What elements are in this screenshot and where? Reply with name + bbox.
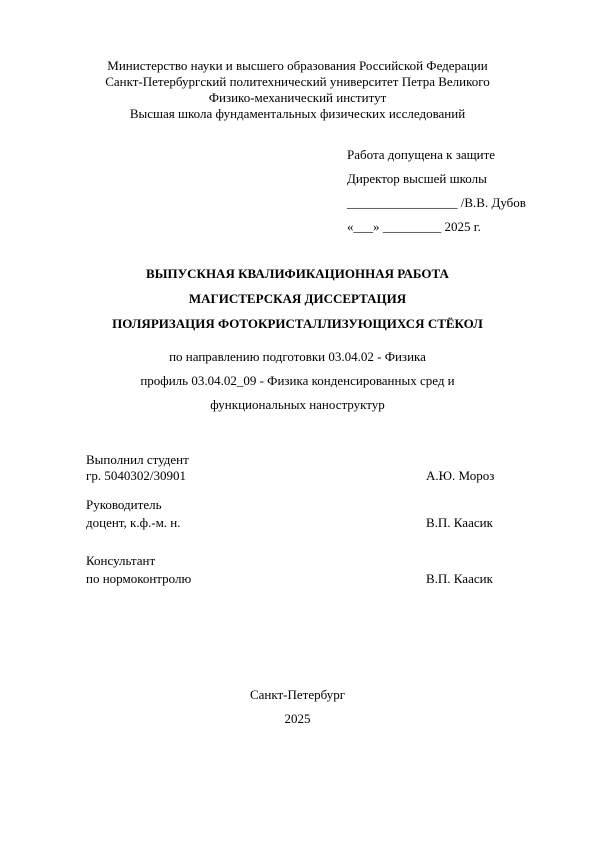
work-type-title: ВЫПУСКНАЯ КВАЛИФИКАЦИОННАЯ РАБОТА <box>146 266 449 281</box>
footer-year: 2025 <box>284 711 311 726</box>
profile-line: профиль 03.04.02_09 - Физика конденсированных сред и <box>140 373 455 388</box>
student-name: А.Ю. Мороз <box>426 468 495 483</box>
consultant-name: В.П. Каасик <box>426 571 493 586</box>
ministry-line: Министерство науки и высшего образования Российской Федерации <box>107 58 488 73</box>
consultant-area: по нормоконтролю <box>86 571 192 586</box>
degree-title: МАГИСТЕРСКАЯ ДИССЕРТАЦИЯ <box>188 291 407 306</box>
profile-line-cont: функциональных наноструктур <box>210 397 385 412</box>
footer-city: Санкт-Петербург <box>249 687 346 702</box>
university-line: Санкт-Петербургский политехнический университет Петра Великого <box>105 74 490 89</box>
supervisor-role: Руководитель <box>86 497 162 512</box>
student-group: гр. 5040302/30901 <box>86 468 186 483</box>
student-role: Выполнил студент <box>86 452 189 467</box>
supervisor-degree: доцент, к.ф.-м. н. <box>86 515 181 530</box>
thesis-title: ПОЛЯРИЗАЦИЯ ФОТОКРИСТАЛЛИЗУЮЩИХСЯ СТЁКОЛ <box>112 316 483 331</box>
institute-line: Физико-механический институт <box>208 90 387 105</box>
approval-director: Директор высшей школы <box>347 171 487 186</box>
approval-admitted: Работа допущена к защите <box>347 147 496 162</box>
approval-signature-line: _________________ /В.В. Дубов <box>347 195 526 210</box>
consultant-role: Консультант <box>86 553 156 568</box>
direction-line: по направлению подготовки 03.04.02 - Физика <box>169 349 426 364</box>
approval-date-line: «___» _________ 2025 г. <box>347 219 481 234</box>
school-line: Высшая школа фундаментальных физических исследований <box>129 106 466 121</box>
supervisor-name: В.П. Каасик <box>426 515 493 530</box>
